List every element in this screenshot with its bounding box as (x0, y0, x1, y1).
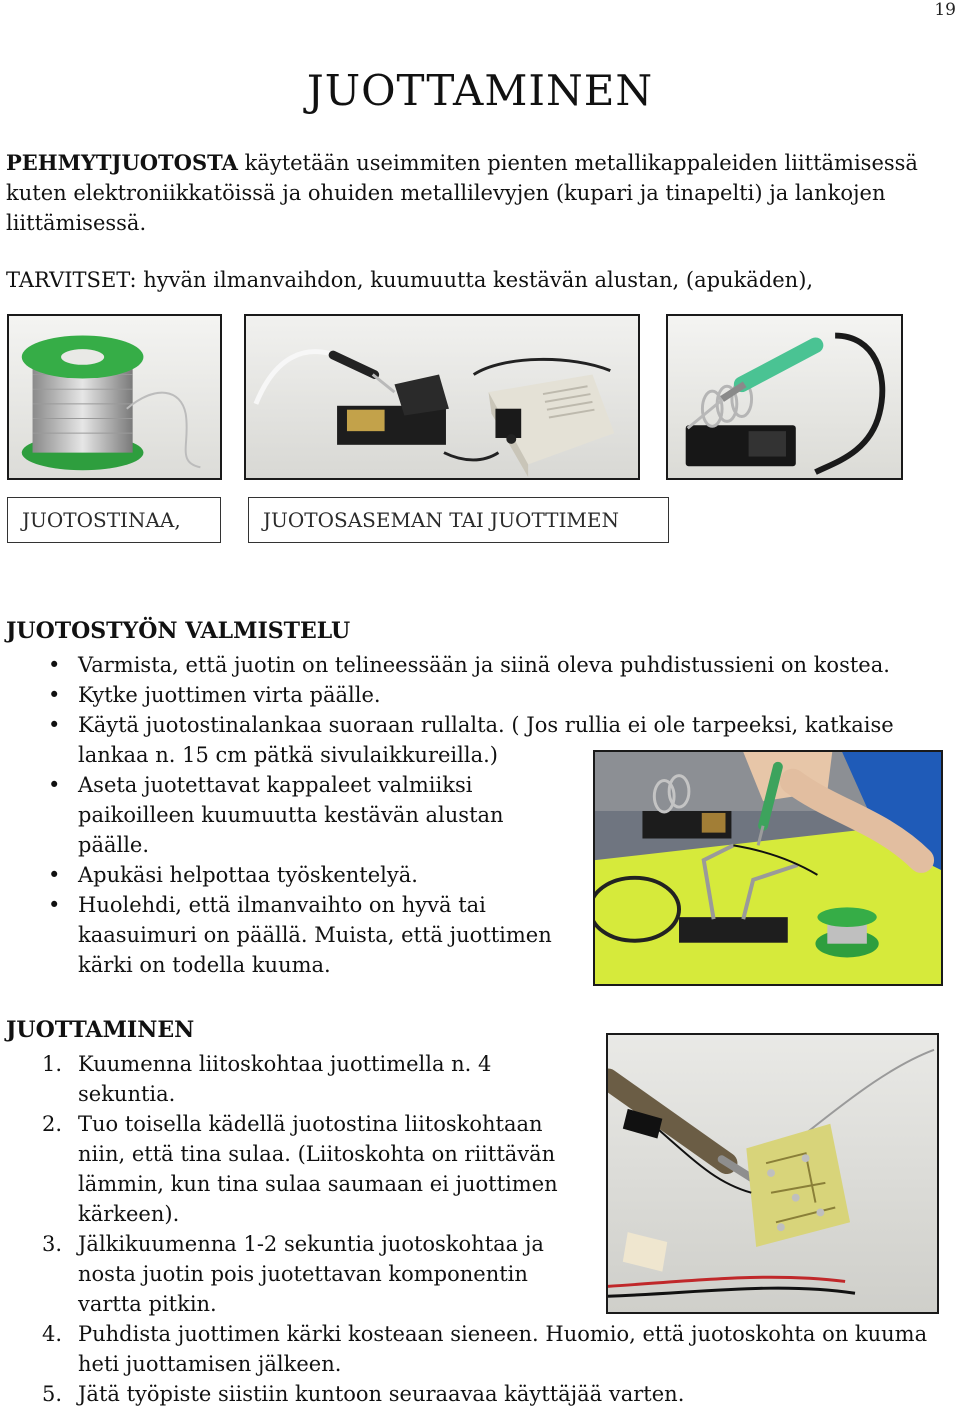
circuit-soldering-photo (606, 1033, 939, 1314)
list-item: • Varmista, että juotin on telineessään ja siinä oleva puhdistussieni on kostea. (6, 650, 958, 680)
solder-caption (7, 497, 221, 543)
list-item: 1. Kuumenna liitoskohtaa juottimella n. 4 sekuntia. (42, 1052, 492, 1106)
soldering-heading: JUOTTAMINEN (6, 1017, 195, 1043)
intro-paragraph (6, 148, 956, 238)
helping-hand-photo (593, 750, 943, 986)
intro-text: käytetään useimmiten pienten metallikappaleiden liittämisessä kuten elektroniikkatöissä ja ohuiden metallilevyjen (kupari ja tinapelti) ja lankojen liittämisessä. (6, 151, 918, 235)
list-item: 4. Puhdista juottimen kärki kosteaan sieneen. Huomio, että juotoskohta on kuuma heti juottamisen jälkeen. (42, 1322, 928, 1376)
soldering-iron-photo (666, 314, 903, 480)
list-item: 3. Jälkikuumenna 1-2 sekuntia juotoskohtaa ja nosta juotin pois juotettavan komponentin vartta pitkin. (42, 1232, 544, 1316)
list-item: 2. Tuo toisella kädellä juotostina liitoskohtaan niin, että tina sulaa. (Liitoskohta on riittävän lämmin, kun tina sulaa saumaan ei juottimen kärkeen). (42, 1112, 558, 1226)
list-item: • Huolehdi, että ilmanvaihto on hyvä tai kaasuimuri on päällä. Muista, että juottimen kärki on todella kuuma. (6, 890, 568, 980)
list-item: • Käytä juotostinalankaa suoraan rullalta. ( Jos rullia ei ole tarpeeksi, katkaise lankaa n. 15 cm pätkä sivulaikkureilla.) (6, 710, 958, 770)
station-caption (248, 497, 669, 543)
supplies-text: hyvän ilmanvaihdon, kuumuutta kestävän alustan, (apukäden), (136, 268, 814, 292)
preparation-heading: JUOTOSTYÖN VALMISTELU (6, 618, 351, 644)
page-title: JUOTTAMINEN (306, 66, 654, 115)
list-item: 5. Jätä työpiste siistiin kuntoon seuraavaa käyttäjää varten. (42, 1382, 685, 1406)
list-item: • Kytke juottimen virta päälle. (6, 680, 958, 710)
solder-spool-photo (7, 314, 222, 480)
supplies-lead: TARVITSET: (6, 268, 137, 292)
list-item: • Apukäsi helpottaa työskentelyä. (6, 860, 568, 890)
soldering-station-photo (244, 314, 640, 480)
page-number: 19 (934, 0, 956, 20)
solder-caption-text: JUOTOSTINAA, (22, 508, 181, 532)
intro-lead: PEHMYTJUOTOSTA (6, 150, 238, 175)
supplies-line (6, 268, 956, 292)
station-caption-text: JUOTOSASEMAN TAI JUOTTIMEN (263, 508, 619, 532)
list-item: • Aseta juotettavat kappaleet valmiiksi paikoilleen kuumuutta kestävän alustan päälle. (6, 770, 568, 860)
